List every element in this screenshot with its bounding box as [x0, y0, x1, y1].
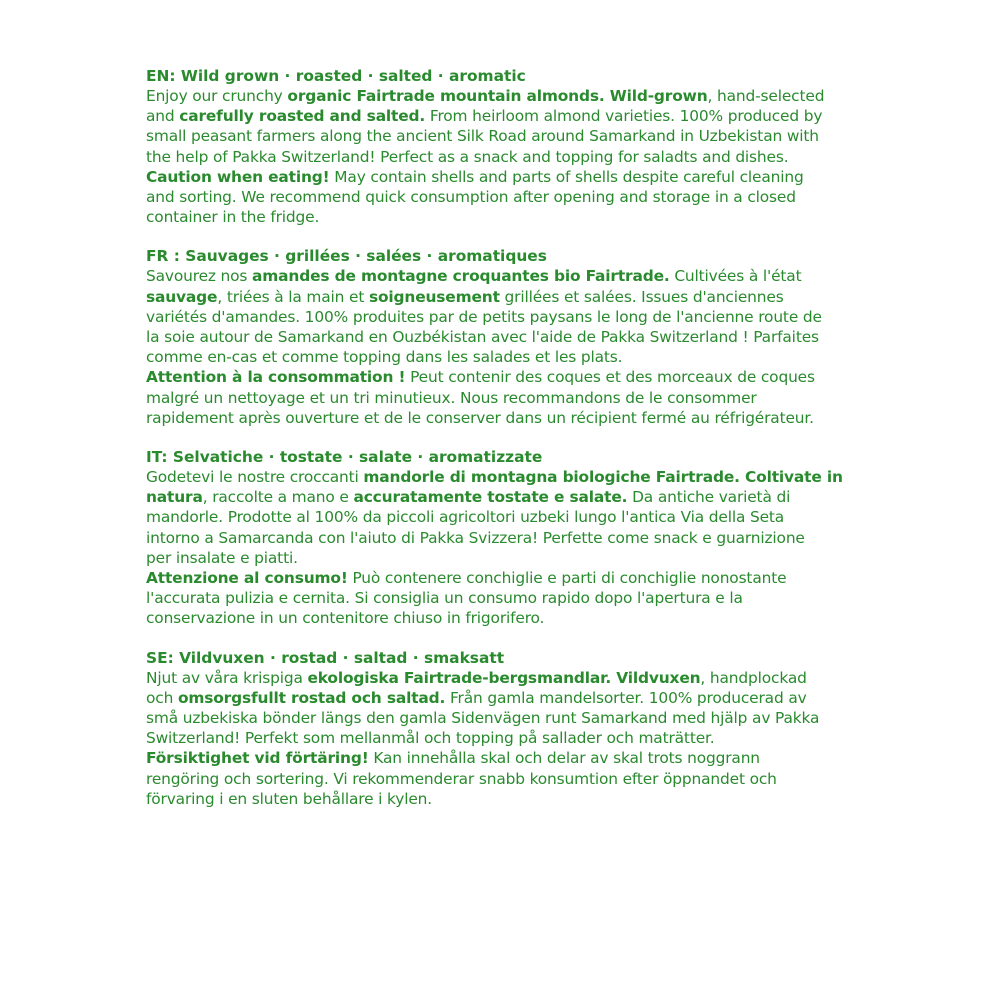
- text-run: Peut contenir des coques et des morceaux de coques: [405, 368, 815, 387]
- text-line: [146, 467, 866, 487]
- text-run: Può contenere conchiglie e parti di conchiglie nonostante: [347, 569, 787, 588]
- text-line: [146, 789, 866, 809]
- section-se: [146, 648, 866, 809]
- text-run: per insalate e piatti.: [146, 548, 298, 567]
- text-run: malgré un nettoyage et un tri minutieux. Nous recommandons de le consommer: [146, 388, 757, 407]
- text-run: From heirloom almond varieties. 100% produced by: [425, 107, 823, 126]
- text-line: [146, 367, 866, 387]
- text-run: mandorle. Prodotte al 100% da piccoli agricoltori uzbeki lungo l'antica Via della Seta: [146, 508, 785, 527]
- bold-text: organic Fairtrade mountain almonds. Wild-grown: [287, 87, 708, 105]
- text-line: [146, 608, 866, 628]
- section-fr: [146, 246, 866, 428]
- text-run: , raccolte a mano e: [202, 488, 354, 507]
- text-line: [146, 147, 866, 167]
- text-run: rapidement après ouverture et de le conserver dans un récipient fermé au réfrigérateur.: [146, 408, 814, 427]
- section-it: [146, 447, 866, 629]
- text-line: [146, 568, 866, 588]
- section-heading: EN: Wild grown · roasted · salted · aromatic: [146, 67, 526, 85]
- bold-text: accuratamente tostate e salate.: [353, 488, 628, 507]
- text-run: variétés d'amandes. 100% produites par de petits paysans le long de l'ancienne route de: [146, 307, 822, 326]
- text-line: [146, 507, 866, 527]
- text-run: rengöring och sortering. Vi rekommenderar snabb konsumtion efter öppnandet och: [146, 769, 777, 788]
- text-line: [146, 266, 866, 286]
- text-line: [146, 287, 866, 307]
- text-line: [146, 528, 866, 548]
- text-run: Da antiche varietà di: [627, 488, 791, 507]
- text-run: Godetevi le nostre croccanti: [146, 468, 364, 487]
- text-run: små uzbekiska bönder längs den gamla Sidenvägen runt Samarkand med hjälp av Pakka: [146, 709, 820, 728]
- bold-text: amandes de montagne croquantes bio Fairtrade.: [252, 267, 670, 286]
- text-run: container in the fridge.: [146, 208, 320, 227]
- bold-text: sauvage: [146, 287, 218, 306]
- text-run: , triées à la main et: [217, 287, 369, 306]
- bold-text: carefully roasted and salted.: [179, 107, 426, 126]
- text-line: [146, 347, 866, 367]
- text-line: [146, 106, 866, 126]
- text-line: [146, 748, 866, 768]
- text-run: the help of Pakka Switzerland! Perfect as a snack and topping for saladts and dishes.: [146, 147, 789, 166]
- text-line: [146, 688, 866, 708]
- text-run: la soie autour de Samarkand en Ouzbékistan avec l'aide de Pakka Switzerland ! Parfaites: [146, 328, 819, 347]
- text-line: [146, 548, 866, 568]
- bold-text: Caution when eating!: [146, 167, 330, 186]
- text-line: [146, 388, 866, 408]
- text-run: Från gamla mandelsorter. 100% producerad av: [445, 688, 807, 707]
- text-run: conservazione in un contenitore chiuso in frigorifero.: [146, 609, 545, 628]
- text-line: [146, 668, 866, 688]
- text-run: Savourez nos: [146, 267, 253, 286]
- bold-text: Försiktighet vid förtäring!: [146, 749, 369, 768]
- text-line: [146, 487, 866, 507]
- bold-text: ekologiska Fairtrade-bergsmandlar. Vildvuxen: [307, 668, 701, 687]
- text-run: May contain shells and parts of shells despite careful cleaning: [329, 167, 804, 186]
- text-run: l'accurata pulizia e cernita. Si consiglia un consumo rapido dopo l'apertura e la: [146, 589, 743, 608]
- text-line: [146, 307, 866, 327]
- text-run: and: [146, 107, 180, 126]
- text-line: [146, 728, 866, 748]
- section-heading: FR : Sauvages · grillées · salées · aromatiques: [146, 247, 547, 266]
- text-line: [146, 207, 866, 227]
- text-run: Njut av våra krispiga: [146, 668, 308, 687]
- text-run: comme en-cas et comme topping dans les salades et les plats.: [146, 348, 623, 367]
- text-line: [146, 588, 866, 608]
- text-run: Enjoy our crunchy: [146, 87, 288, 105]
- text-run: small peasant farmers along the ancient Silk Road around Samarkand in Uzbekistan with: [146, 127, 819, 146]
- text-line: [146, 769, 866, 789]
- text-line: [146, 408, 866, 428]
- text-line: [146, 187, 866, 207]
- text-run: förvaring i en sluten behållare i kylen.: [146, 789, 432, 808]
- section-heading: SE: Vildvuxen · rostad · saltad · smaksatt: [146, 648, 505, 667]
- section-heading: IT: Selvatiche · tostate · salate · aromatizzate: [146, 448, 543, 467]
- bold-text: Attenzione al consumo!: [146, 569, 348, 588]
- text-run: Kan innehålla skal och delar av skal trots noggrann: [368, 749, 760, 768]
- text-run: grillées et salées. Issues d'anciennes: [499, 287, 784, 306]
- text-line: [146, 708, 866, 728]
- bold-text: omsorgsfullt rostad och saltad.: [177, 688, 446, 707]
- text-run: intorno a Samarcanda con l'aiuto di Pakka Svizzera! Perfette come snack e guarnizione: [146, 528, 805, 547]
- text-line: [146, 86, 866, 106]
- text-line: [146, 167, 866, 187]
- bold-text: mandorle di montagna biologiche Fairtrade. Coltivate in: [363, 468, 843, 487]
- text-run: , hand-selected: [707, 87, 825, 105]
- text-run: och: [146, 688, 178, 707]
- product-description-document: [146, 66, 866, 828]
- text-run: Switzerland! Perfekt som mellanmål och topping på sallader och maträtter.: [146, 729, 715, 748]
- text-run: Cultivées à l'état: [669, 267, 802, 286]
- section-en: [146, 66, 866, 227]
- bold-text: natura: [146, 488, 203, 507]
- bold-text: Attention à la consommation !: [146, 368, 406, 387]
- text-run: and sorting. We recommend quick consumption after opening and storage in a closed: [146, 188, 796, 207]
- bold-text: soigneusement: [368, 287, 500, 306]
- text-run: , handplockad: [700, 668, 807, 687]
- text-line: [146, 327, 866, 347]
- text-line: [146, 126, 866, 146]
